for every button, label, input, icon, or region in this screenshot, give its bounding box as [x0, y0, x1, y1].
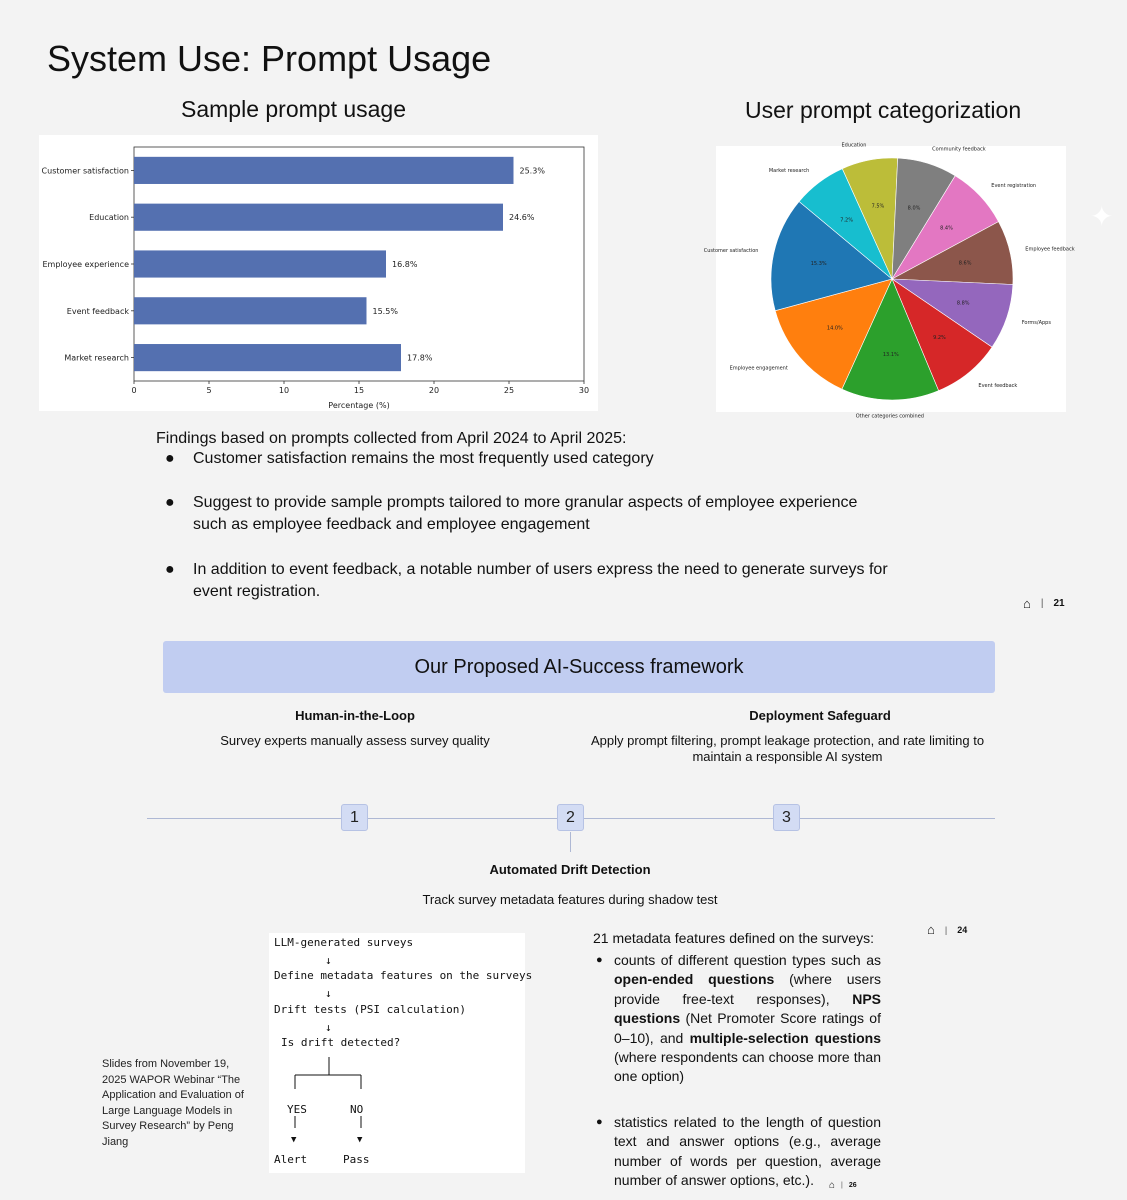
flow-step-drift-tests: Drift tests (PSI calculation) [274, 1003, 467, 1016]
bar-value-label: 16.8% [392, 260, 418, 269]
finding-item [165, 559, 905, 603]
page-marker [1023, 596, 1065, 611]
bullet-icon: ● [165, 494, 175, 511]
y-tick-label: Event feedback [66, 306, 129, 316]
bullet-icon: ● [596, 954, 603, 966]
metadata-item [596, 1113, 881, 1191]
pie-slice-label: Employee engagement [729, 365, 788, 372]
step-3-title: Deployment Safeguard [749, 708, 891, 723]
page-separator: | [841, 1182, 843, 1189]
x-tick-label: 5 [206, 386, 212, 395]
y-tick-label: Employee experience [42, 260, 129, 269]
bar-chart-panel [39, 135, 598, 411]
pie-slice-pct: 8.8% [956, 300, 970, 307]
pie-slice-pct: 14.0% [826, 325, 843, 332]
pie-slice-pct: 9.2% [933, 335, 946, 342]
step-2-connector [570, 832, 571, 852]
bullet-icon: ● [165, 450, 175, 467]
finding-item [165, 492, 875, 536]
finding-text: In addition to event feedback, a notable number of users express the need to generate surveys for event registration. [193, 561, 888, 600]
slide-title: System Use: Prompt Usage [47, 38, 492, 79]
x-axis-label: Percentage (%) [328, 401, 390, 410]
x-tick-label: 25 [503, 386, 515, 395]
step-2-marker: 2 [557, 804, 584, 831]
bullet-icon: ● [596, 1116, 603, 1128]
pie-slice-label: Event feedback [978, 382, 1018, 389]
pie-slice-label: Event registration [991, 183, 1037, 190]
flow-step-define: Define metadata features on the surveys [274, 969, 533, 982]
flow-arrow: ↓ [325, 954, 332, 967]
bar-value-label: 17.8% [407, 353, 433, 363]
x-tick-label: 20 [428, 386, 440, 395]
y-tick-label: Market research [64, 353, 129, 363]
bar [134, 297, 367, 324]
step-1-title: Human-in-the-Loop [295, 708, 415, 723]
sparkle-icon: ✦ [1090, 201, 1114, 232]
page-marker [829, 1180, 857, 1191]
step-2-title: Automated Drift Detection [489, 862, 651, 877]
step-1-text: Survey experts manually assess survey quality [220, 733, 490, 748]
bar-chart [39, 135, 598, 411]
logo-icon: ⌂ [1023, 596, 1031, 611]
bar [134, 250, 386, 277]
y-tick-label: Education [89, 213, 129, 223]
x-tick-label: 15 [353, 386, 365, 395]
logo-icon: ⌂ [829, 1180, 836, 1191]
step-1-marker: 1 [341, 804, 368, 831]
bar [134, 344, 401, 371]
pie-slice-label: Employee feedback [1025, 246, 1075, 253]
pie-slice-pct: 8.4% [940, 225, 953, 232]
step-2-text: Track survey metadata features during shadow test [422, 892, 718, 907]
flow-alert: Alert [274, 1153, 308, 1166]
x-tick-label: 30 [578, 386, 590, 395]
flow-pass: Pass [343, 1153, 370, 1166]
down-arrow-icon: ▼ [291, 1135, 297, 1145]
pie-slice-label: Other categories combined [855, 413, 924, 420]
pie-chart [703, 142, 1075, 420]
flow-arrow: ↓ [325, 1021, 332, 1034]
pie-slice-pct: 7.2% [840, 217, 853, 224]
bar-value-label: 25.3% [519, 166, 545, 176]
pie-slice-label: Education [841, 142, 867, 149]
y-tick-label: Customer satisfaction [41, 166, 129, 176]
page-number: 21 [1053, 598, 1065, 609]
bar-value-label: 24.6% [509, 213, 535, 223]
page-number: 26 [848, 1182, 857, 1189]
pie-slice-pct: 8.6% [958, 260, 972, 267]
bar-chart-subtitle: Sample prompt usage [181, 96, 407, 122]
pie-slice-pct: 7.5% [871, 203, 885, 210]
flow-step-surveys: LLM-generated surveys [274, 936, 414, 949]
page-separator: | [944, 924, 948, 935]
credit-text: Slides from November 19, 2025 WAPOR Webinar “The Application and Evaluation of Large Language Models in Survey Research” by Peng Jiang [102, 1058, 244, 1148]
findings-intro: Findings based on prompts collected from April 2024 to April 2025: [156, 430, 627, 447]
bar [134, 204, 503, 231]
down-arrow-icon: ▼ [357, 1135, 363, 1145]
page-marker [927, 922, 967, 937]
metadata-text: statistics related to the length of question text and answer options (e.g., average number of words per question, average number of answer options, etc.). [614, 1114, 881, 1189]
pie-slice-pct: 13.1% [882, 352, 899, 359]
flow-yes: YES [287, 1103, 307, 1116]
flow-arrow: ↓ [325, 987, 332, 1000]
step-3-marker: 3 [773, 804, 800, 831]
drift-flowchart [269, 933, 533, 1173]
x-tick-label: 0 [131, 386, 137, 395]
pie-slice-pct: 8.0% [907, 205, 921, 212]
pie-slice-label: Community feedback [932, 146, 986, 153]
pie-chart-subtitle: User prompt categorization [745, 97, 1022, 123]
bar [134, 157, 514, 184]
metadata-intro: 21 metadata features defined on the surveys: [593, 930, 874, 946]
page-number: 24 [957, 924, 968, 935]
pie-slice-label: Customer satisfaction [703, 247, 759, 254]
framework-banner: Our Proposed AI-Success framework [163, 641, 995, 693]
flow-decision: Is drift detected? [281, 1036, 401, 1049]
bullet-icon: ● [165, 561, 175, 578]
pie-slice-label: Market research [768, 168, 810, 175]
pie-slice-pct: 15.3% [810, 260, 827, 267]
flow-no: NO [350, 1103, 364, 1116]
finding-item [165, 448, 905, 470]
finding-text: Customer satisfaction remains the most frequently used category [193, 450, 654, 467]
metadata-item [596, 951, 881, 1087]
page-separator: | [1040, 598, 1044, 609]
metadata-text: counts of different question types such as open-ended questions (where users provide free-text responses), NPS questions (Net Promoter Score ratings of 0–10), and multiple-selection questions (where respondents can choose more than one option) [614, 952, 881, 1085]
pie-chart-panel [703, 142, 1075, 420]
pie-slice-label: Forms/Apps [1021, 320, 1051, 327]
x-tick-label: 10 [278, 386, 290, 395]
bar-value-label: 15.5% [372, 306, 398, 316]
finding-text: Suggest to provide sample prompts tailored to more granular aspects of employee experience such as employee feedback and employee engagement [193, 494, 858, 533]
logo-icon: ⌂ [927, 922, 935, 937]
step-3-text: Apply prompt filtering, prompt leakage protection, and rate limiting to maintain a responsible AI system [590, 733, 985, 764]
